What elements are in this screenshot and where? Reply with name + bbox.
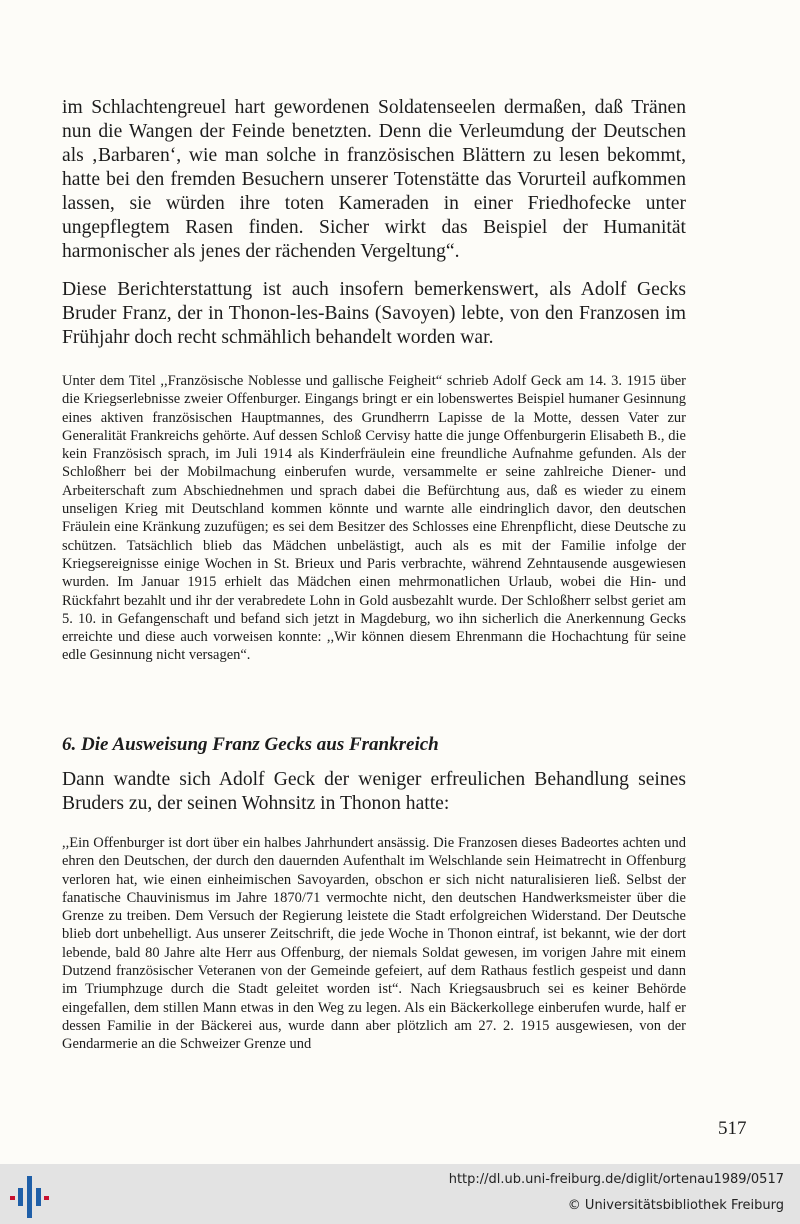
document-page: [62, 96, 747, 1139]
body-paragraph: Diese Berichterstattung ist auch insofern bemerkenswert, als Adolf Gecks Bruder Franz, der in Thonon-les-Bains (Savoyen) lebte, von den Franzosen im Frühjahr doch recht schmählich behandelt worden war.: [62, 279, 686, 348]
body-paragraph: Dann wandte sich Adolf Geck der weniger erfreulichen Behandlung seines Bruders zu, der seinen Wohnsitz in Thonon hatte:: [62, 769, 686, 814]
quote-block: Unter dem Titel ,,Französische Noblesse und gallische Feigheit“ schrieb Adolf Geck am 14. 3. 1915 über die Kriegserlebnisse zweier Offenburger. Eingangs bringt er ein lobenswertes Beispiel humaner Gesinnung eines aktiven französischen Hauptmannes, des Grundherrn Lapisse de la Motte, dessen Vater zur Generalität Frankreichs gehörte. Auf dessen Schloß Cervisy hatte die junge Offenburgerin Elisabeth B., die kein Französisch sprach, im Juli 1914 als Kinderfräulein eine freundliche Aufnahme gefunden. Als der Schloßherr bei der Mobilmachung einberufen wurde, versammelte er seine zahlreiche Diener- und Arbeiterschaft zum Abschiednehmen und sprach dabei die Befürchtung aus, daß es wieder zu einem unseligen Krieg mit Deutschland kommen könnte und warnte alle eindringlich davor, den deutschen Fräulein eine Kränkung zuzufügen; es sei dem Besitzer des Schlosses eine Ehrenpflicht, diese Deutsche zu schützen. Tatsächlich blieb das Mädchen unbelästigt, auch als es mit der Familie infolge der Kriegsereignisse einige Wochen in St. Brieux und Paris verbrachte, während Zehntausende ausgewiesen wurden. Im Januar 1915 erhielt das Mädchen einen mehrmonatlichen Urlaub, wobei die Hin- und Rückfahrt bezahlt und ihr der verabredete Lohn in Gold ausbezahlt wurde. Der Schloßherr selbst geriet am 5. 10. in Gefangenschaft und befand sich jetzt in Magdeburg, wo ihn sicherlich die Anerkennung Gecks erreichte und diese auch vorweisen konnte: ,,Wir können diesem Ehrenmann die Hochachtung für seine edle Gesinnung nicht versagen“.: [62, 373, 686, 664]
source-link[interactable]: http://dl.ub.uni-freiburg.de/diglit/ortenau1989/0517: [448, 1172, 784, 1187]
ub-freiburg-logo-icon: [8, 1174, 52, 1220]
body-paragraph: im Schlachtengreuel hart gewordenen Soldatenseelen dermaßen, daß Tränen nun die Wangen der Feinde benetzten. Denn die Verleumdung der Deutschen als ‚Barbaren‘, wie man solche in französischen Blättern zu lesen bekommt, hatte bei den fremden Besuchern unserer Totenstätte das Vorurteil aufkommen lassen, sie würden ihre toten Kameraden in einer Friedhofecke unter ungepflegtem Rasen finden. Sicher wirkt das Beispiel der Humanität harmonischer als jenes der rächenden Vergeltung“.: [62, 97, 686, 262]
page-number: 517: [718, 1118, 747, 1139]
copyright-notice: © Universitätsbibliothek Freiburg: [567, 1198, 784, 1213]
footer-bar: [0, 1164, 800, 1224]
quote-block: ,,Ein Offenburger ist dort über ein halbes Jahrhundert ansässig. Die Franzosen dieses Badeortes achten und ehren den Deutschen, der durch den dauernden Aufenthalt im Welschlande sein Heimatrecht in Offenburg verloren hat, wie einen einheimischen Savoyarden, obschon er sich nicht naturalisieren ließ. Selbst der fanatische Chauvinismus im Jahre 1870/71 vermochte nicht, den deutschen Handwerksmeister über die Grenze zu treiben. Dem Versuch der Regierung leistete die Stadt erfolgreichen Widerstand. Der Deutsche blieb dort unbehelligt. Aus unserer Zeitschrift, die jede Woche in Thonon eintraf, ist bekannt, wie der dort lebende, bald 80 Jahre alte Herr aus Offenburg, der niemals Soldat gewesen, im vorigen Jahre mit einem Dutzend französischer Veteranen von der Gemeinde gefeiert, auf dem Rathaus festlich gespeist und dann im Triumphzuge durch die Stadt geleitet worden ist“. Nach Kriegsausbruch sei es keiner Behörde eingefallen, dem stillen Mann etwas in den Weg zu legen. Als ein Bäckerkollege einberufen wurde, half er dessen Familie in der Bäckerei aus, wurde dann aber plötzlich am 27. 2. 1915 ausgewiesen, von der Gendarmerie an die Schweizer Grenze und: [62, 835, 686, 1053]
section-heading: 6. Die Ausweisung Franz Gecks aus Frankreich: [62, 734, 439, 755]
